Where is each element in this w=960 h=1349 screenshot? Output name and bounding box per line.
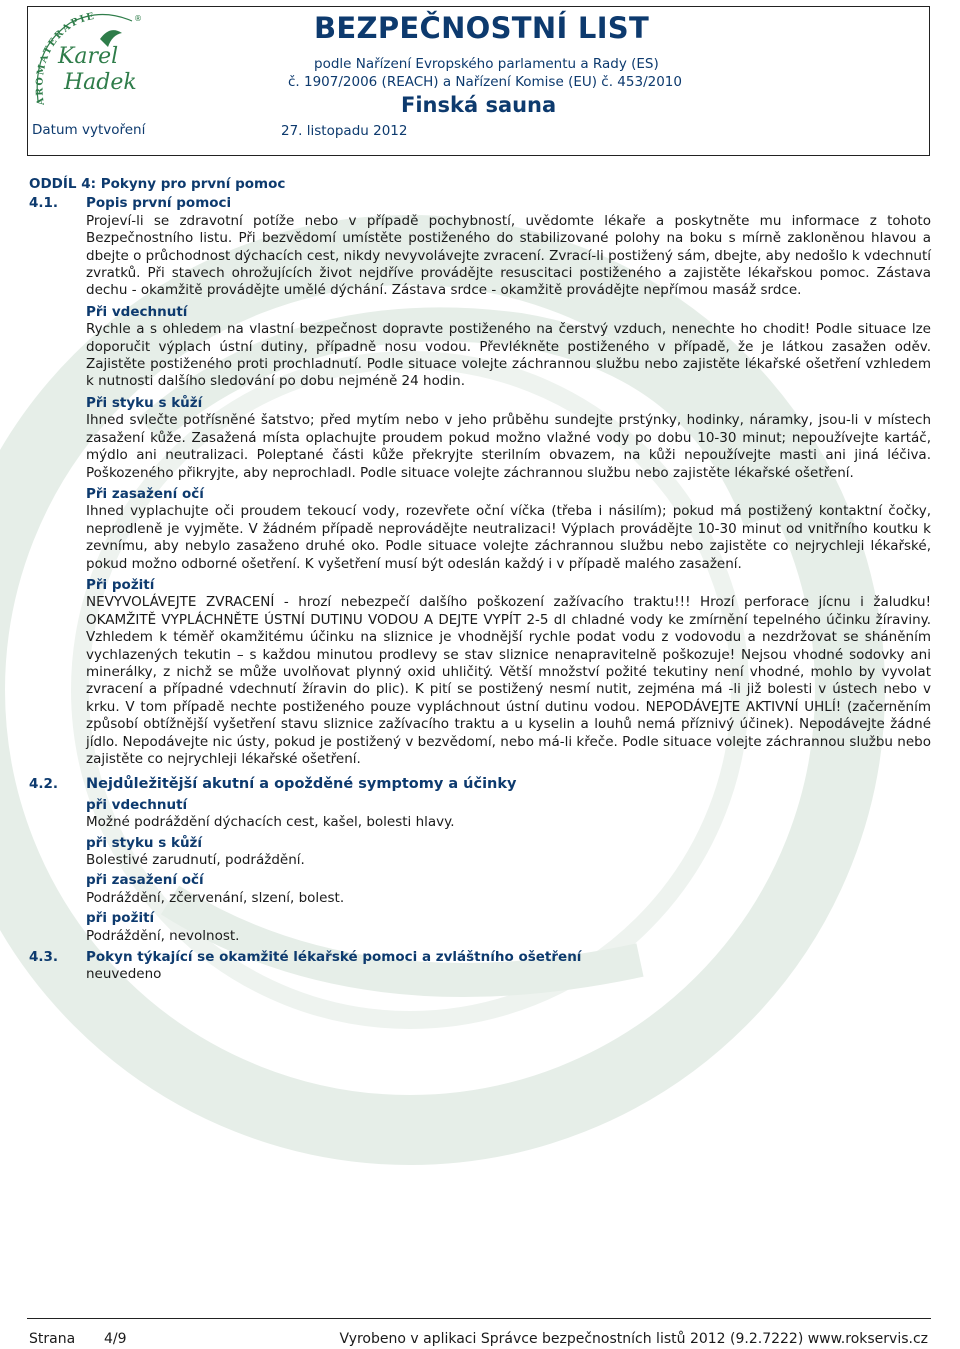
subsection-number: 4.3. bbox=[29, 949, 59, 966]
document-header bbox=[27, 6, 930, 156]
page-number: 4/9 bbox=[104, 1331, 127, 1347]
symptoms-skin-text: Bolestivé zarudnutí, podráždění. bbox=[86, 852, 305, 869]
symptoms-inhalation-heading: při vdechnutí bbox=[86, 796, 188, 813]
subsection-4-3-heading bbox=[29, 949, 931, 966]
subsection-4-1-heading bbox=[29, 195, 931, 212]
footer-divider bbox=[27, 1318, 931, 1319]
subsection-4-2-body bbox=[86, 797, 931, 945]
subsection-title: Popis první pomoci bbox=[86, 195, 232, 212]
logo-arc-text: AROMATERAPIE bbox=[34, 10, 97, 106]
symptoms-inhalation-text: Možné podráždění dýchacích cest, kašel, bolesti hlavy. bbox=[86, 814, 455, 831]
subsection-title: Pokyn týkající se okamžité lékařské pomoci a zvláštního ošetření bbox=[86, 949, 582, 966]
created-date-label: Datum vytvoření bbox=[32, 122, 146, 138]
skin-contact-text: Ihned svlečte potřísněné šatstvo; před mytím nebo v jeho průběhu sundejte prstýnky, hodinky, náramky, jsou-li v místech zasažení kůže. Zasažená místa oplachujte proudem pokud možno vlažné vody po dobu 10-30 minut; nepoužívejte kartáč, mýdlo ani neutralizaci. Poleptané části kůže překryjte sterilním obvazem, na kůži nepoužívejte masti ani jiná léčiva. Poškozeného přikryjte, aby neprochladl. Podle situace volejte záchrannou službu nebo zajistěte lékařské ošetření. bbox=[86, 412, 931, 481]
producer-info: Vyrobeno v aplikaci Správce bezpečnostních listů 2012 (9.2.7222) www.rokservis.cz bbox=[339, 1331, 928, 1347]
subsection-number: 4.2. bbox=[29, 776, 59, 793]
subsection-title: Nejdůležitější akutní a opožděné symptomy a účinky bbox=[86, 776, 517, 793]
document-title: BEZPEČNOSTNÍ LIST bbox=[314, 11, 650, 45]
registered-mark: ® bbox=[134, 14, 142, 23]
ingestion-text: NEVYVOLÁVEJTE ZVRACENÍ - hrozí nebezpečí dalšího poškození zažívacího traktu!!! Hrozí perforace jícnu i žaludku! OKAMŽITĚ VYPLÁCHNĚTE ÚSTNÍ DUTINU VODOU A DEJTE VYPÍT 2-5 dl chladné vody ke zmírnění tepelného účinku žíraviny. Vzhledem k téměř okamžitému účinku na sliznice je vhodnější rychle podat vodu z vodovodu a nezdržovat se sháněním vychlazených tekutin – s každou minutou prodlevy se stav sliznice nenapravitelně poškozuje! Nejsou vhodné sodovky ani minerálky, z nichž se může uvolňovat plynný oxid uhličitý. Větší množství požité tekutiny není vhodné, mohlo by vyvolat zvracení a případné vdechnutí žíravin do plic). K pití se postižený nesmí nutit, zejména má -li již bolesti v ústech nebo v krku. V tom případě nechte postiženého pouze vypláchnout ústní dutinu vodou. NEPODÁVEJTE AKTIVNÍ UHLÍ! (začerněním způsobí obtížnější vyšetření stavu sliznice zažívacího traktu a u kyselin a louhů nemá příznivý účinek). Nepodávejte žádné jídlo. Nepodávejte nic ústy, pokud je postižený v bezvědomí, nebo má-li křeče. Podle situace volejte záchrannou službu nebo zajistěte co nejrychleji lékařské ošetření. bbox=[86, 594, 931, 767]
skin-contact-heading: Při styku s kůží bbox=[86, 394, 203, 411]
symptoms-eye-heading: při zasažení očí bbox=[86, 872, 204, 889]
subsection-4-3-body bbox=[86, 966, 931, 983]
section-title: ODDÍL 4: Pokyny pro první pomoc bbox=[29, 176, 286, 192]
subsection-4-1-body bbox=[86, 213, 931, 769]
eye-contact-text: Ihned vyplachujte oči proudem tekoucí vody, rozevřete oční víčka (třeba i násilím); pokud má postižený kontaktní čočky, neprodleně je vyjměte. V žádném případě neprovádějte neutralizaci! Výplach provádějte 10-30 minut od vnitřního koutku k zevnímu, aby nebylo zasaženo druhé oko. Podle situace volejte záchrannou službu nebo zajistěte co nejrychleji lékařské, pokud možno odborné ošetření. K vyšetření musí být odeslán každý i v případě malého zasažení. bbox=[86, 503, 931, 572]
aromaterapie-logo-icon bbox=[30, 9, 148, 113]
symptoms-ingestion-text: Podráždění, nevolnost. bbox=[86, 927, 240, 944]
medical-treatment-text: neuvedeno bbox=[86, 966, 162, 983]
symptoms-eye-text: Podráždění, zčervenání, slzení, bolest. bbox=[86, 889, 345, 906]
symptoms-skin-heading: při styku s kůží bbox=[86, 834, 203, 851]
inhalation-heading: Při vdechnutí bbox=[86, 303, 188, 320]
page-label: Strana bbox=[29, 1331, 76, 1347]
regulation-line-2: č. 1907/2006 (REACH) a Nařízení Komise (EU) č. 453/2010 bbox=[288, 74, 682, 90]
created-date-value: 27. listopadu 2012 bbox=[281, 123, 408, 139]
logo-name-line1: Karel bbox=[58, 44, 119, 69]
subsection-4-2-heading bbox=[29, 776, 931, 793]
general-instructions: Projeví-li se zdravotní potíže nebo v případě pochybností, uvědomte lékaře a poskytněte mu informace z tohoto Bezpečnostního listu. Při bezvědomí umístěte postiženého do stabilizované polohy na boku s mírně zakloněnou hlavou a dbejte o průchodnost dýchacích cest, nikdy nevyvolávejte zvracení. Zvrací-li postižený sám, dbejte, aby nedošlo k vdechnutí zvratků. Při stavech ohrožujících život nejdříve provádějte resuscitaci postiženého a zajistěte lékařskou pomoc. Zástava dechu - okamžitě provádějte umělé dýchání. Zástava srdce - okamžitě provádějte nepřímou masáž srdce. bbox=[86, 212, 931, 299]
product-name: Finská sauna bbox=[401, 93, 557, 117]
symptoms-ingestion-heading: při požití bbox=[86, 910, 155, 927]
company-logo bbox=[30, 9, 148, 113]
inhalation-text: Rychle a s ohledem na vlastní bezpečnost dopravte postiženého na čerstvý vzduch, nenechte ho chodit! Podle situace lze doporučit výplach ústní dutiny, případně nosu vodou. Převlékněte postiženého v případě, že je látkou zasažen oděv. Zajistěte postiženého proti prochladnutí. Podle situace volejte záchrannou službu nebo zajistěte lékařské ošetření vzhledem k nutnosti dalšího sledování po dobu nejméně 24 hodin. bbox=[86, 321, 931, 390]
section-4-first-aid bbox=[29, 176, 931, 984]
subsection-number: 4.1. bbox=[29, 195, 59, 212]
logo-name-line2: Hadek bbox=[64, 70, 137, 95]
ingestion-heading: Při požití bbox=[86, 576, 155, 593]
regulation-line-1: podle Nařízení Evropského parlamentu a Rady (ES) bbox=[314, 56, 659, 72]
eye-contact-heading: Při zasažení očí bbox=[86, 485, 204, 502]
